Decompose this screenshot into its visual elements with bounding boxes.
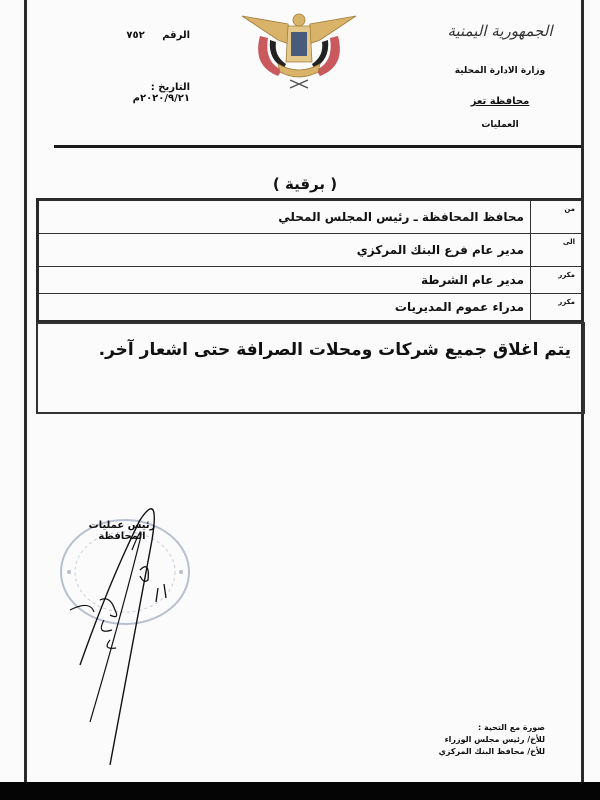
message-body-box: [36, 322, 585, 414]
cc-item: للأخ/ رئيس مجلس الوزراء: [444, 735, 545, 744]
reference-label: الرقم: [162, 30, 190, 41]
document-date: [80, 82, 190, 104]
routing-row-cc: [38, 294, 583, 322]
ministry-name: وزارة الادارة المحلية: [454, 66, 546, 76]
document-title: ( برقية ): [272, 175, 338, 193]
routing-value: مدراء عموم المديريات: [38, 294, 531, 322]
date-label: التاريخ :: [150, 82, 190, 93]
signatory-title: رئيس عمليات المحافظة: [88, 520, 156, 542]
governorate-name: محافظة تعز: [470, 96, 530, 107]
left-border: [24, 0, 27, 784]
reference-value: ٧٥٢: [126, 30, 145, 41]
routing-key: من: [531, 200, 583, 234]
routing-row-from: [38, 200, 583, 234]
emblem-icon: [238, 6, 360, 90]
routing-value: مدير عام الشرطة: [38, 267, 531, 294]
cc-heading: صورة مع التحية :: [478, 723, 545, 732]
republic-name: الجمهورية اليمنية: [447, 22, 553, 40]
routing-key: مكرر: [531, 267, 583, 294]
routing-row-cc: [38, 267, 583, 294]
cc-item: للأخ/ محافظ البنك المركزي: [438, 747, 545, 756]
reference-number: [110, 30, 190, 41]
header-divider: [54, 145, 581, 148]
department-name: العمليات: [481, 120, 519, 130]
carbon-copy-list: [410, 722, 545, 758]
routing-value: مدير عام فرع البنك المركزي: [38, 234, 531, 267]
date-value: ٢٠٢٠/٩/٢١م: [132, 93, 190, 104]
scan-bottom-edge: [0, 782, 600, 800]
handwritten-signature: [40, 500, 240, 770]
routing-table: [36, 198, 584, 323]
routing-value: محافظ المحافظة ـ رئيس المجلس المحلي: [38, 200, 531, 234]
message-body: يتم اغلاق جميع شركات ومحلات الصرافة حتى اشعار آخر.: [98, 340, 571, 360]
routing-row-to: [38, 234, 583, 267]
routing-key: الى: [531, 234, 583, 267]
routing-key: مكرر: [531, 294, 583, 322]
